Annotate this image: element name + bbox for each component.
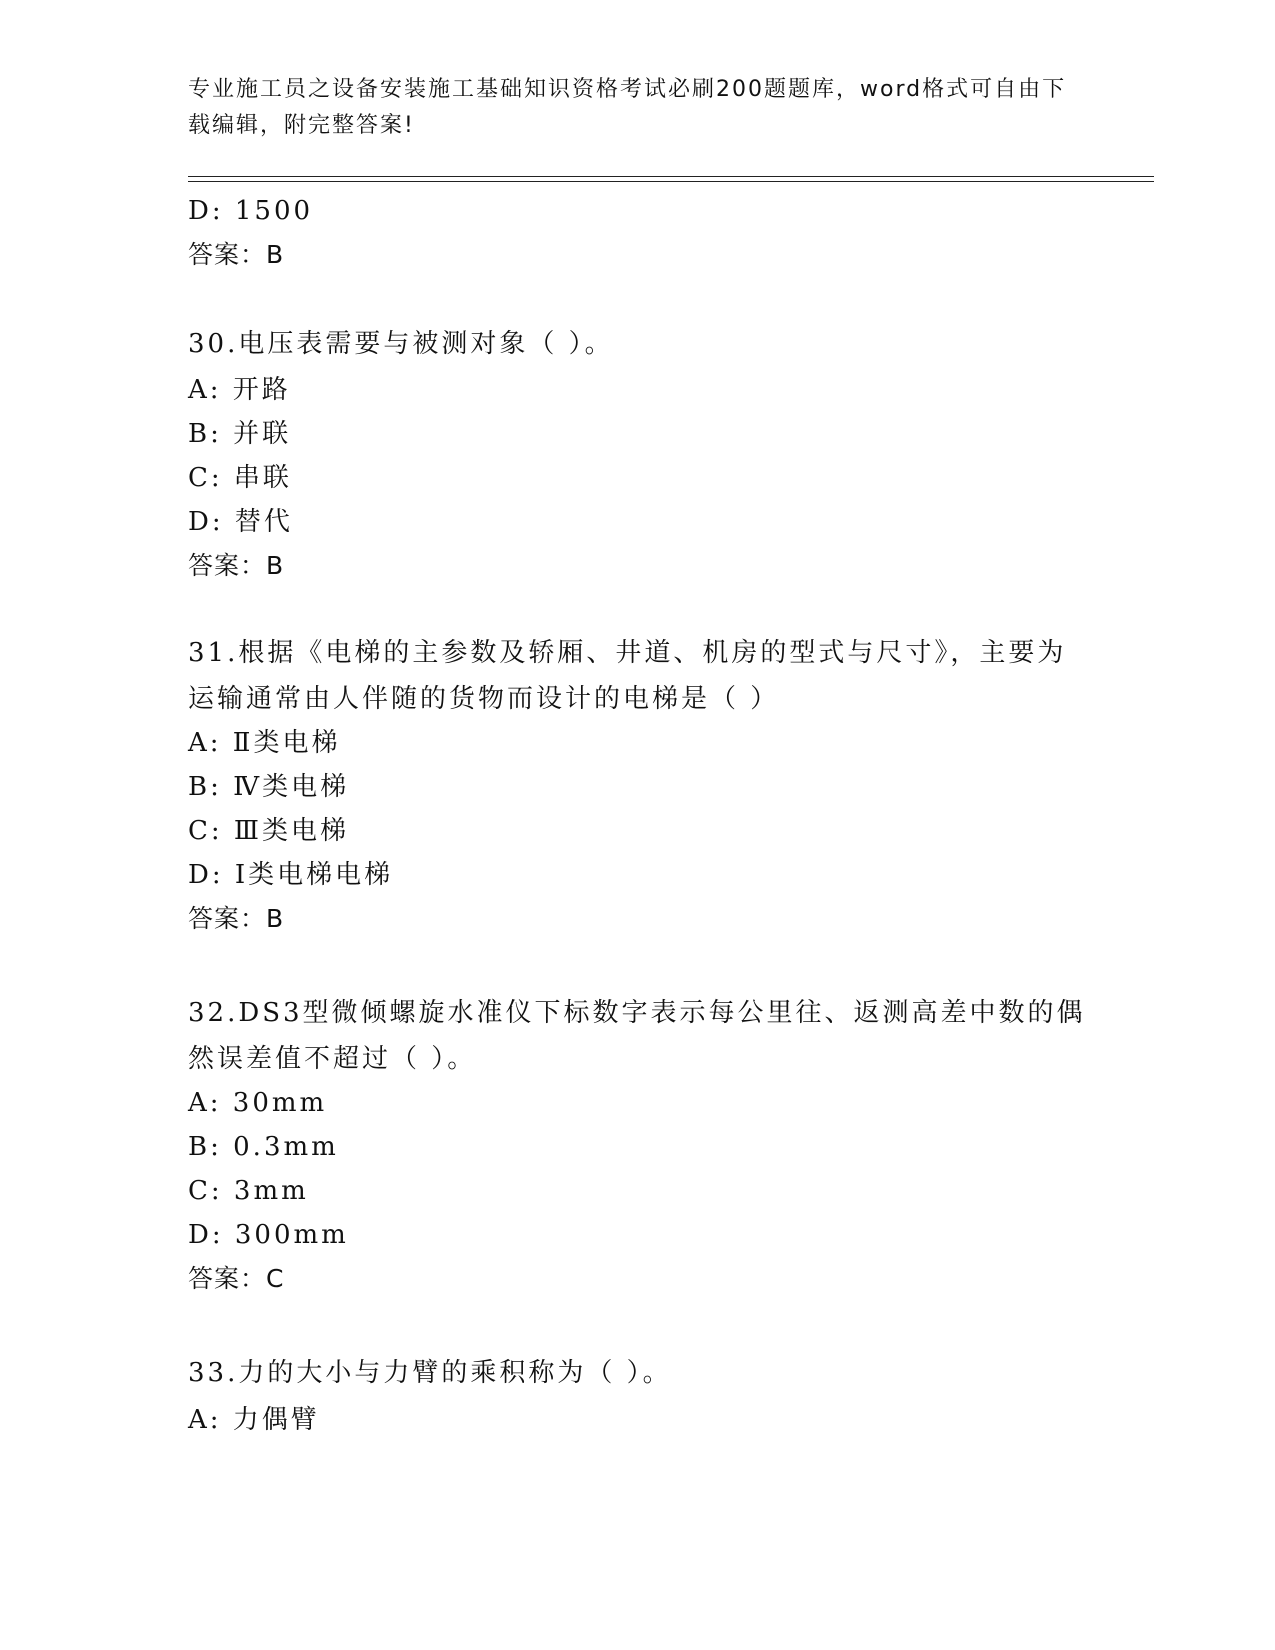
question-32-option-b: B: 0.3mm [188, 1132, 339, 1162]
question-32-answer: 答案：C [188, 1264, 285, 1293]
question-33-text: 33.力的大小与力臂的乘积称为（ ）。 [188, 1358, 672, 1388]
question-31-option-a: A: Ⅱ类电梯 [188, 728, 341, 758]
question-31-option-d: D: Ⅰ类电梯电梯 [188, 860, 394, 890]
question-30-answer: 答案：B [188, 551, 285, 580]
question-30-text: 30.电压表需要与被测对象（ ）。 [188, 329, 614, 359]
prev-question-answer: 答案：B [188, 240, 285, 269]
question-30-option-c: C: 串联 [188, 463, 292, 493]
question-31-text: 31.根据《电梯的主参数及轿厢、井道、机房的型式与尺寸》，主要为运输通常由人伴随的货物而设计的电梯是（ ） [188, 638, 1067, 714]
question-32-option-d: D: 300mm [188, 1220, 349, 1250]
question-31-option-b: B: Ⅳ类电梯 [188, 772, 350, 802]
header-divider-bottom [188, 181, 1154, 182]
question-33-option-a: A: 力偶臂 [188, 1405, 320, 1435]
question-30-option-a: A: 开路 [188, 375, 291, 405]
question-30-option-d: D: 替代 [188, 507, 293, 537]
question-30-option-b: B: 并联 [188, 419, 292, 449]
prev-question-option-d: D: 1500 [188, 196, 314, 226]
question-31-option-c: C: Ⅲ类电梯 [188, 816, 349, 846]
document-header: 专业施工员之设备安装施工基础知识资格考试必刷200题题库，word格式可自由下载编辑，附完整答案! [188, 77, 1067, 138]
header-divider-top [188, 176, 1154, 177]
question-31-answer: 答案：B [188, 904, 285, 933]
question-32-option-a: A: 30mm [188, 1088, 328, 1118]
question-32-text: 32.DS3型微倾螺旋水准仪下标数字表示每公里往、返测高差中数的偶然误差值不超过（ ）。 [188, 998, 1086, 1074]
question-32-option-c: C: 3mm [188, 1176, 309, 1206]
